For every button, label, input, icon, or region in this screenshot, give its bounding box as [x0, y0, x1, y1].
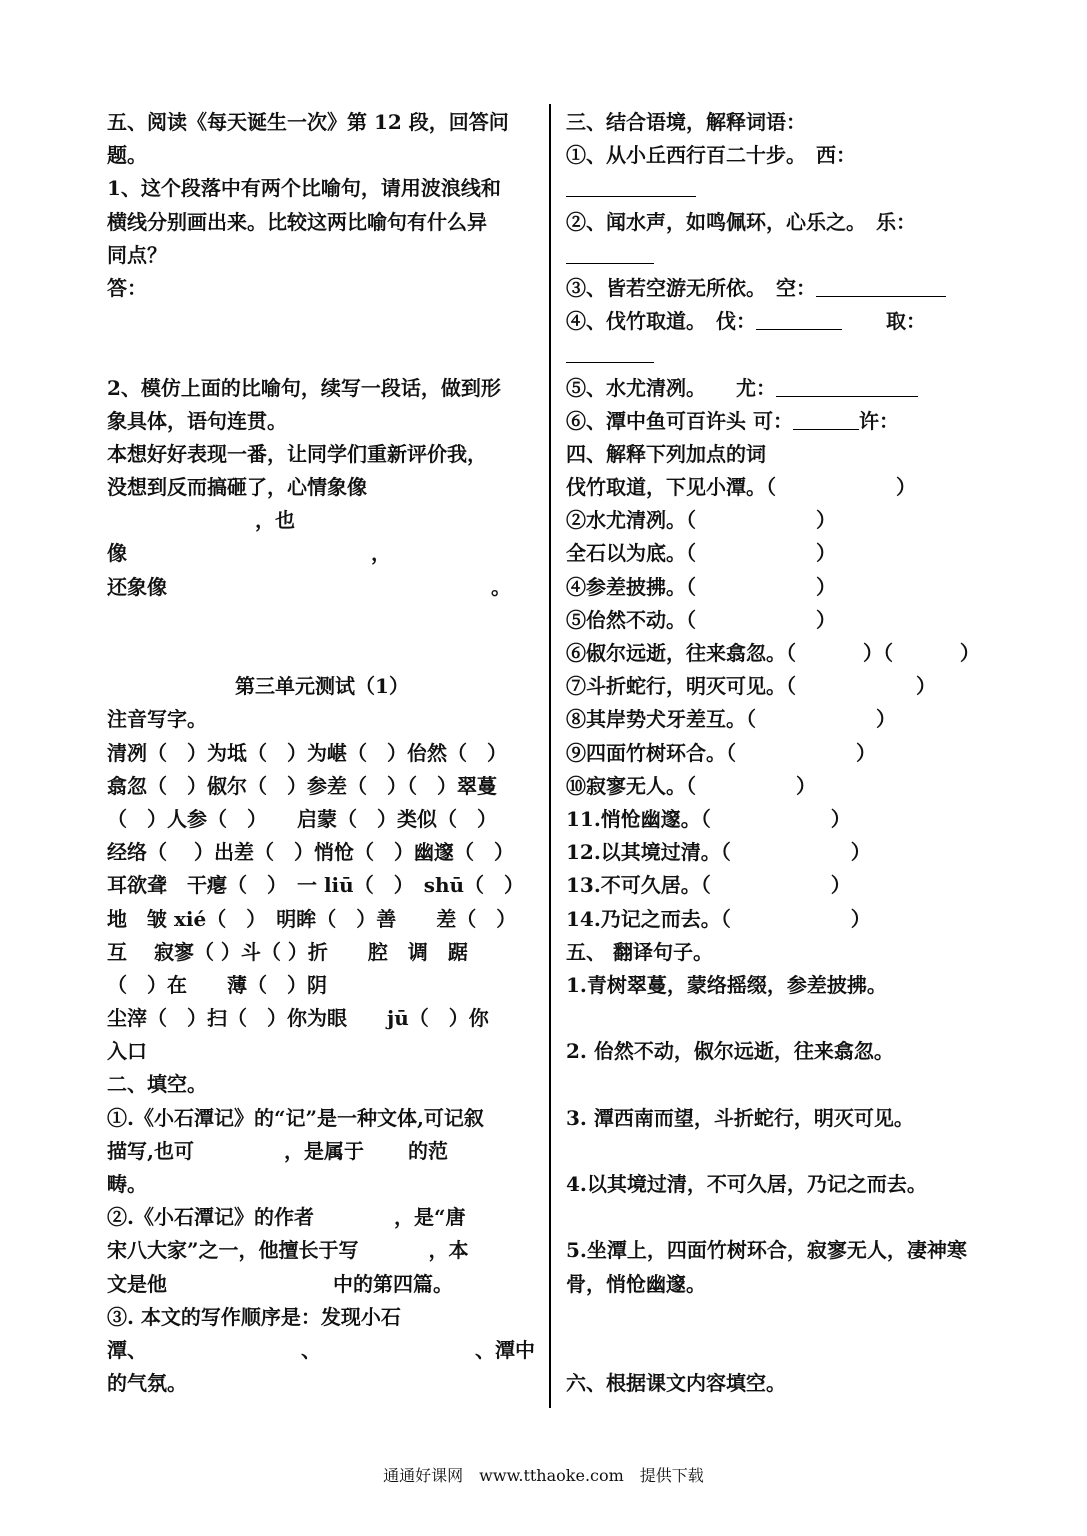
q2-line7-start: 还象像: [107, 574, 167, 599]
q2-line5: [107, 504, 537, 537]
pinyin-row-4: 经络（ ）出差（ ）悄怆（ ）幽邃（ ）: [107, 840, 514, 865]
context-item-4-text-a: ④、伐竹取道。 伐：: [566, 309, 756, 334]
section3-title: 三、结合语境，解释词语：: [566, 110, 806, 134]
fill-3-line1: ③. 本文的写作顺序是：发现小石: [107, 1304, 401, 1329]
explain-item-11: 11.悄怆幽邃。（ ）: [566, 806, 851, 831]
footer-credit: 通通好课网 www.tthaoke.com 提供下载: [383, 1466, 704, 1485]
fill-1-part2: ，是属于: [283, 1138, 364, 1163]
context-item-6-text-a: ⑥、潭中鱼可百许头 可：: [566, 408, 793, 433]
explain-item-2: ②水尤清冽。（ ）: [566, 508, 836, 533]
pinyin-row-3: （ ）人参（ ） 启蒙（ ）类似（ ）: [107, 806, 497, 831]
explain-item-12: 12.以其境过清。（ ）: [566, 840, 871, 865]
fill-2-line3: [107, 1268, 537, 1301]
q2-line6-end: ，: [371, 541, 391, 566]
context-item-3: [566, 272, 996, 305]
q1-line2: 横线分别画出来。比较这两比喻句有什么异: [107, 209, 487, 234]
pinyin-row-10: 入口: [107, 1039, 147, 1064]
unit-test-title: 第三单元测试（1）: [235, 674, 409, 699]
translate-5-line2: 骨，悄怆幽邃。: [566, 1271, 706, 1296]
translate-1: 1.青树翠蔓，蒙络摇缀，参差披拂。: [566, 972, 887, 997]
translate-5-line1: 5.坐潭上，四面竹树环合，寂寥无人，凄神寒: [566, 1238, 967, 1263]
pinyin-row-2: 翕忽（ ）俶尔（ ）参差（ ）（ ）翠蔓: [107, 773, 497, 798]
q2-line1: 2、模仿上面的比喻句，续写一段话，做到形: [107, 375, 501, 400]
pinyin-row-9: 尘滓（ ）扫（ ）你为眼 jū（ ）你: [107, 1006, 489, 1031]
fill-1-line3: 畴。: [107, 1172, 147, 1196]
explain-item-1: 伐竹取道，下见小潭。（ ）: [566, 475, 916, 500]
q2-line6: [107, 537, 537, 570]
q2-line6-start: 像: [107, 541, 127, 566]
part1-title: 注音写字。: [107, 707, 207, 732]
context-item-6: [566, 405, 996, 438]
fill-2-part2: ，是“唐: [393, 1205, 466, 1230]
fill-2-part6: 中的第四篇。: [333, 1271, 453, 1296]
explain-item-14: 14.乃记之而去。（ ）: [566, 906, 871, 931]
explain-item-6: ⑥俶尔远逝，往来翕忽。（ ）（ ）: [566, 641, 980, 665]
pinyin-row-8: （ ）在 薄（ ）阴: [107, 972, 327, 997]
fill-3-line3: 的气氛。: [107, 1371, 187, 1396]
context-item-1-blank: [566, 172, 996, 205]
context-item-2-blank: [566, 239, 996, 272]
fill-1-part1: 描写,也可: [107, 1138, 194, 1163]
explain-item-7: ⑦斗折蛇行，明灭可见。（ ）: [566, 674, 936, 699]
explain-item-3: 全石以为底。（ ）: [566, 541, 836, 566]
q1-line3: 同点？: [107, 242, 167, 267]
q2-line7-end: 。: [491, 574, 511, 599]
pinyin-row-1: 清冽（ ）为坻（ ）为嵁（ ）佁然（ ）: [107, 740, 507, 765]
q1-answer-label: 答：: [107, 275, 147, 300]
explain-item-4: ④参差披拂。（ ）: [566, 574, 836, 599]
pinyin-row-7: 互 寂寥（ ）斗（ ）折 腔 调 踞: [107, 939, 468, 964]
context-item-1: ①、从小丘西行百二十步。 西：: [566, 143, 856, 168]
part2-title: 二、填空。: [107, 1072, 207, 1097]
q2-line3: 本想好好表现一番，让同学们重新评价我，: [107, 441, 487, 466]
pinyin-row-6: 地 皱 xié（ ） 明眸（ ）善 差（ ）: [107, 906, 517, 931]
translate-3: 3. 潭西南而望，斗折蛇行，明灭可见。: [566, 1105, 914, 1130]
column-divider: [549, 104, 551, 1408]
fill-3-part1: 潭、: [107, 1337, 147, 1362]
q2-line4: 没想到反而搞砸了，心情象像: [107, 475, 367, 500]
context-item-5: [566, 372, 996, 405]
explain-item-9: ⑨四面竹树环合。（ ）: [566, 740, 876, 765]
explain-item-8: ⑧其岸势犬牙差互。（ ）: [566, 707, 896, 732]
context-item-2: ②、闻水声，如鸣佩环，心乐之。 乐：: [566, 209, 916, 234]
fill-2-part4: ，本: [428, 1238, 469, 1263]
fill-3-part3: 、潭中: [475, 1337, 535, 1362]
left-column: [107, 106, 537, 1400]
fill-2-line1: [107, 1201, 537, 1234]
section5-title-line1: 五、阅读《每天诞生一次》第 12 段，回答问: [107, 110, 509, 134]
section4-title: 四、解释下列加点的词: [566, 441, 766, 466]
context-item-6-text-b: 许：: [858, 408, 899, 433]
fill-3-part2: 、: [301, 1337, 321, 1362]
context-item-3-text: ③、皆若空游无所依。 空：: [566, 275, 816, 300]
context-item-4-blank: [566, 338, 996, 371]
fill-1-line1: ①.《小石潭记》的“记”是一种文体,可记叙: [107, 1105, 484, 1130]
fill-3-line2: [107, 1334, 537, 1367]
fill-1-part3: 的范: [407, 1138, 448, 1163]
q2-line2: 象具体，语句连贯。: [107, 408, 287, 433]
fill-2-part5: 文是他: [107, 1271, 167, 1296]
translate-4: 4.以其境过清，不可久居，乃记之而去。: [566, 1172, 927, 1196]
q2-line5-text: ，也: [255, 508, 295, 533]
fill-2-line2: [107, 1234, 537, 1267]
explain-item-10: ⑩寂寥无人。（ ）: [566, 773, 816, 798]
section5-title-line2: 题。: [107, 143, 147, 168]
fill-2-part3: 宋八大家”之一，他擅长于写: [107, 1238, 359, 1263]
right-column: [566, 106, 996, 1400]
q1-line1: 1、这个段落中有两个比喻句，请用波浪线和: [107, 176, 501, 201]
context-item-5-text: ⑤、水尤清冽。 尤：: [566, 375, 776, 400]
fill-1-line2: [107, 1135, 537, 1168]
explain-item-5: ⑤佁然不动。（ ）: [566, 607, 836, 632]
translate-2: 2. 佁然不动，俶尔远逝，往来翕忽。: [566, 1039, 894, 1064]
context-item-4-text-b: 取：: [886, 309, 926, 334]
section5-translate-title: 五、 翻译句子。: [566, 939, 713, 964]
section6-title: 六、根据课文内容填空。: [566, 1371, 786, 1396]
q2-line7: [107, 571, 537, 604]
pinyin-row-5: 耳欲聋 干瘪（ ） 一 liū（ ） shū（ ）: [107, 873, 525, 898]
explain-item-13: 13.不可久居。（ ）: [566, 873, 851, 898]
fill-2-part1: ②.《小石潭记》的作者: [107, 1205, 314, 1230]
context-item-4: [566, 305, 996, 338]
